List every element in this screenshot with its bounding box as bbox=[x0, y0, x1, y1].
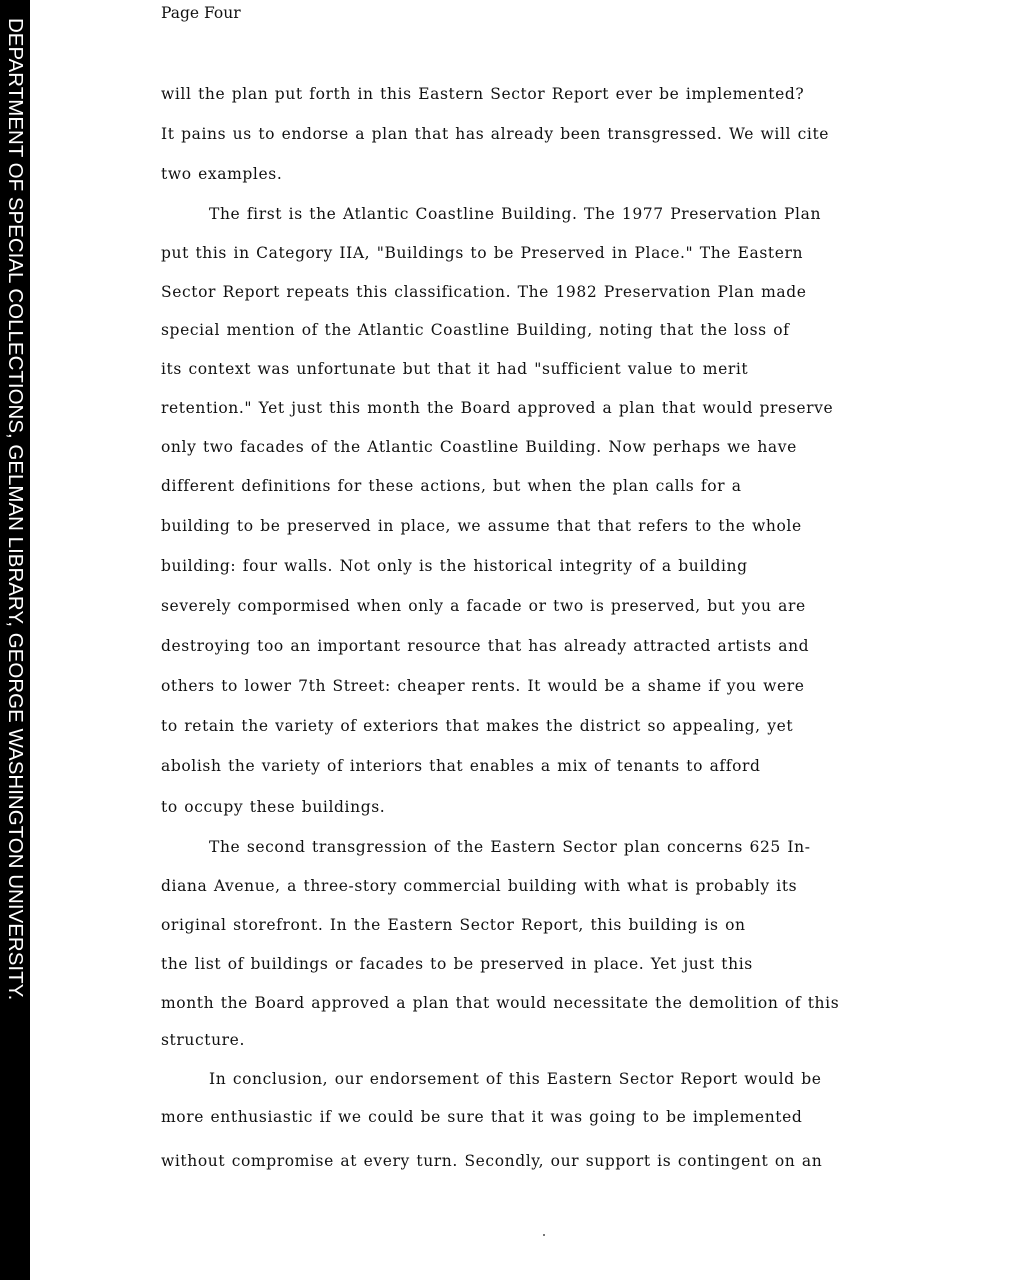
text-line: It pains us to endorse a plan that has already been transgressed. We will cite bbox=[161, 125, 830, 143]
text-line: to occupy these buildings. bbox=[161, 798, 386, 816]
scan-speck bbox=[543, 1234, 545, 1236]
text-line: month the Board approved a plan that would necessitate the demolition of this bbox=[161, 994, 840, 1012]
text-line: only two facades of the Atlantic Coastline Building. Now perhaps we have bbox=[161, 438, 797, 456]
paragraph-start-line: The second transgression of the Eastern Sector plan concerns 625 In- bbox=[209, 838, 811, 856]
text-line: to retain the variety of exteriors that makes the district so appealing, yet bbox=[161, 717, 794, 735]
text-line: diana Avenue, a three-story commercial building with what is probably its bbox=[161, 877, 798, 895]
text-line: without compromise at every turn. Secondly, our support is contingent on an bbox=[161, 1152, 823, 1170]
text-line: others to lower 7th Street: cheaper rents. It would be a shame if you were bbox=[161, 677, 805, 695]
text-line: destroying too an important resource that has already attracted artists and bbox=[161, 637, 810, 655]
text-line: its context was unfortunate but that it had "sufficient value to merit bbox=[161, 360, 749, 378]
paragraph-start-line: In conclusion, our endorsement of this Eastern Sector Report would be bbox=[209, 1070, 822, 1088]
text-line: more enthusiastic if we could be sure that it was going to be implemented bbox=[161, 1108, 803, 1126]
text-line: put this in Category IIA, "Buildings to be Preserved in Place." The Eastern bbox=[161, 244, 804, 262]
text-line: different definitions for these actions, but when the plan calls for a bbox=[161, 477, 742, 495]
text-line: special mention of the Atlantic Coastline Building, noting that the loss of bbox=[161, 321, 790, 339]
page-header: Page Four bbox=[161, 4, 241, 22]
text-line: retention." Yet just this month the Board approved a plan that would preserve bbox=[161, 399, 834, 417]
text-line: abolish the variety of interiors that enables a mix of tenants to afford bbox=[161, 757, 761, 775]
text-line: original storefront. In the Eastern Sector Report, this building is on bbox=[161, 916, 746, 934]
text-line: severely compormised when only a facade or two is preserved, but you are bbox=[161, 597, 806, 615]
text-line: Sector Report repeats this classification. The 1982 Preservation Plan made bbox=[161, 283, 807, 301]
archive-side-label: DEPARTMENT OF SPECIAL COLLECTIONS, GELMAN LIBRARY, GEORGE WASHINGTON UNIVERSITY. bbox=[4, 18, 27, 1001]
archive-side-strip bbox=[0, 0, 30, 1280]
text-line: two examples. bbox=[161, 165, 283, 183]
paragraph-start-line: The first is the Atlantic Coastline Building. The 1977 Preservation Plan bbox=[209, 205, 822, 223]
text-line: building to be preserved in place, we assume that that refers to the whole bbox=[161, 517, 802, 535]
text-line: structure. bbox=[161, 1031, 245, 1049]
text-line: building: four walls. Not only is the historical integrity of a building bbox=[161, 557, 748, 575]
text-line: the list of buildings or facades to be preserved in place. Yet just this bbox=[161, 955, 753, 973]
text-line: will the plan put forth in this Eastern Sector Report ever be implemented? bbox=[161, 85, 805, 103]
